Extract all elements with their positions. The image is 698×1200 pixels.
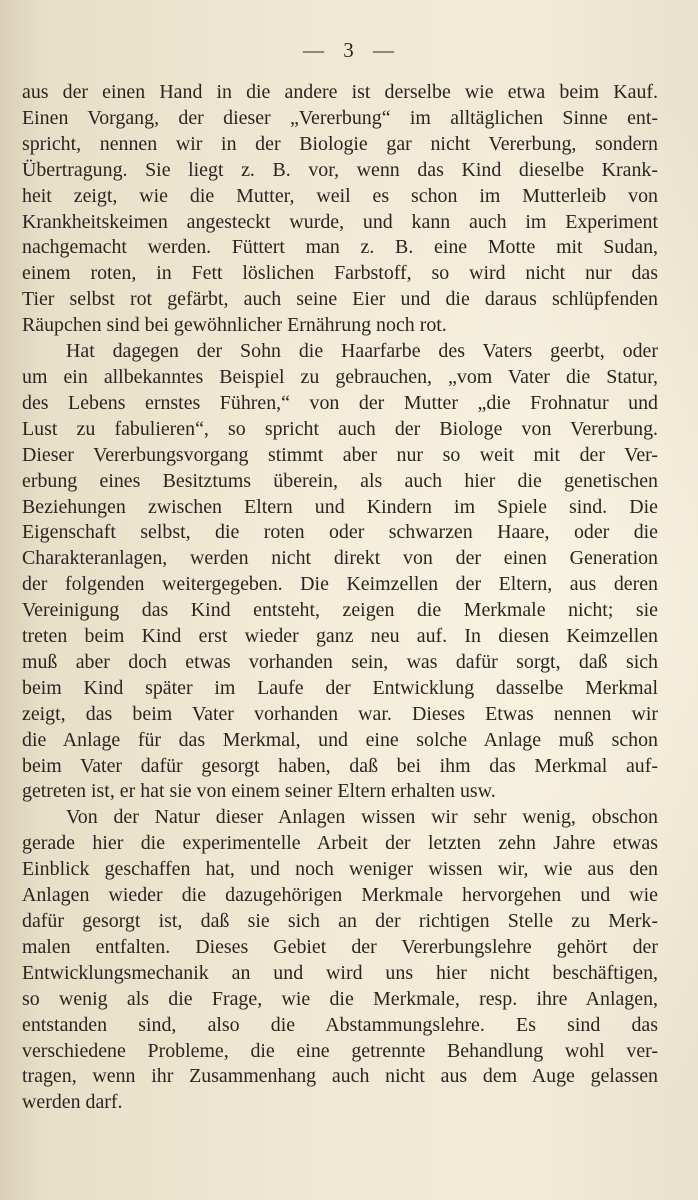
text-line: gerade hier die experimentelle Arbeit der letzten zehn Jahre etwas <box>22 832 658 855</box>
text-line: werden darf. <box>22 1091 123 1114</box>
text-line: die Anlage für das Merkmal, und eine solche Anlage muß schon <box>22 728 658 751</box>
text-line: treten beim Kind erst wieder ganz neu auf. In diesen Keimzellen <box>22 625 658 648</box>
text-line: aus der einen Hand in die andere ist derselbe wie etwa beim Kauf. <box>22 81 658 103</box>
text-line: dafür gesorgt ist, daß sie sich an der richtigen Stelle zu Merk- <box>22 910 658 932</box>
text-line: erbung eines Besitztums überein, als auch hier die genetischen <box>22 469 658 492</box>
text-line: Tier selbst rot gefärbt, auch seine Eier und die daraus schlüpfenden <box>22 288 658 311</box>
text-line: um ein allbekanntes Beispiel zu gebrauchen, „vom Vater die Statur, <box>22 365 658 388</box>
paragraph <box>22 339 658 805</box>
text-line: Vereinigung das Kind entsteht, zeigen die Merkmale nicht; sie <box>22 599 658 622</box>
text-line: Lust zu fabulieren“, so spricht auch der Biologe von Vererbung. <box>22 417 658 440</box>
text-line: Dieser Vererbungsvorgang stimmt aber nur so weit mit der Ver- <box>22 443 658 466</box>
paragraph <box>22 80 658 339</box>
text-line: getreten ist, er hat sie von einem seiner Eltern erhalten usw. <box>22 780 496 803</box>
text-line: Eigenschaft selbst, die roten oder schwarzen Haare, oder die <box>22 521 658 544</box>
text-line: Charakteranlagen, werden nicht direkt von der einen Generation <box>22 547 658 570</box>
text-line: beim Vater dafür gesorgt haben, daß bei ihm das Merkmal auf- <box>22 754 658 777</box>
text-line: Krankheitskeimen angesteckt wurde, und kann auch im Experiment <box>22 210 658 233</box>
page-number-header <box>0 38 698 63</box>
text-line: Übertragung. Sie liegt z. B. vor, wenn das Kind dieselbe Krank- <box>22 158 658 181</box>
text-line: beim Kind später im Laufe der Entwicklung dasselbe Merkmal <box>22 676 658 699</box>
paragraph <box>22 805 658 1116</box>
page-number: 3 <box>343 38 355 62</box>
text-line: der folgenden weitergegeben. Die Keimzellen der Eltern, aus deren <box>22 573 658 596</box>
text-line: Räupchen sind bei gewöhnlicher Ernährung noch rot. <box>22 314 447 337</box>
text-line: nachgemacht werden. Füttert man z. B. eine Motte mit Sudan, <box>22 236 658 259</box>
text-line: Hat dagegen der Sohn die Haarfarbe des Vaters geerbt, oder <box>66 340 658 363</box>
text-line: des Lebens ernstes Führen,“ von der Mutter „die Frohnatur und <box>22 391 658 414</box>
text-line: Entwicklungsmechanik an und wird uns hier nicht beschäftigen, <box>22 961 658 984</box>
text-line: zeigt, das beim Vater vorhanden war. Dieses Etwas nennen wir <box>22 702 658 725</box>
text-line: Beziehungen zwischen Eltern und Kindern im Spiele sind. Die <box>22 495 658 518</box>
text-line: muß aber doch etwas vorhanden sein, was dafür sorgt, daß sich <box>22 650 658 673</box>
text-line: einem roten, in Fett löslichen Farbstoff, so wird nicht nur das <box>22 262 658 285</box>
text-line: malen entfalten. Dieses Gebiet der Vererbungslehre gehört der <box>22 935 658 958</box>
folio-dash-left: — <box>303 38 325 62</box>
text-line: Einen Vorgang, der dieser „Vererbung“ im alltäglichen Sinne ent- <box>22 106 658 129</box>
text-line: Einblick geschaffen hat, und noch weniger wissen wir, wie aus den <box>22 858 658 881</box>
text-line: spricht, nennen wir in der Biologie gar nicht Vererbung, sondern <box>22 132 658 155</box>
text-line: tragen, wenn ihr Zusammenhang auch nicht aus dem Auge gelassen <box>22 1065 658 1088</box>
text-line: so wenig als die Frage, wie die Merkmale, resp. ihre Anlagen, <box>22 987 658 1010</box>
text-line: Von der Natur dieser Anlagen wissen wir sehr wenig, obschon <box>66 806 658 829</box>
text-line: entstanden sind, also die Abstammungslehre. Es sind das <box>22 1013 658 1036</box>
body-text <box>22 80 658 1116</box>
text-line: Anlagen wieder die dazugehörigen Merkmale hervorgehen und wie <box>22 884 658 907</box>
text-line: verschiedene Probleme, die eine getrennte Behandlung wohl ver- <box>22 1039 658 1062</box>
text-line: heit zeigt, wie die Mutter, weil es schon im Mutterleib von <box>22 184 658 207</box>
folio-dash-right: — <box>373 38 395 62</box>
